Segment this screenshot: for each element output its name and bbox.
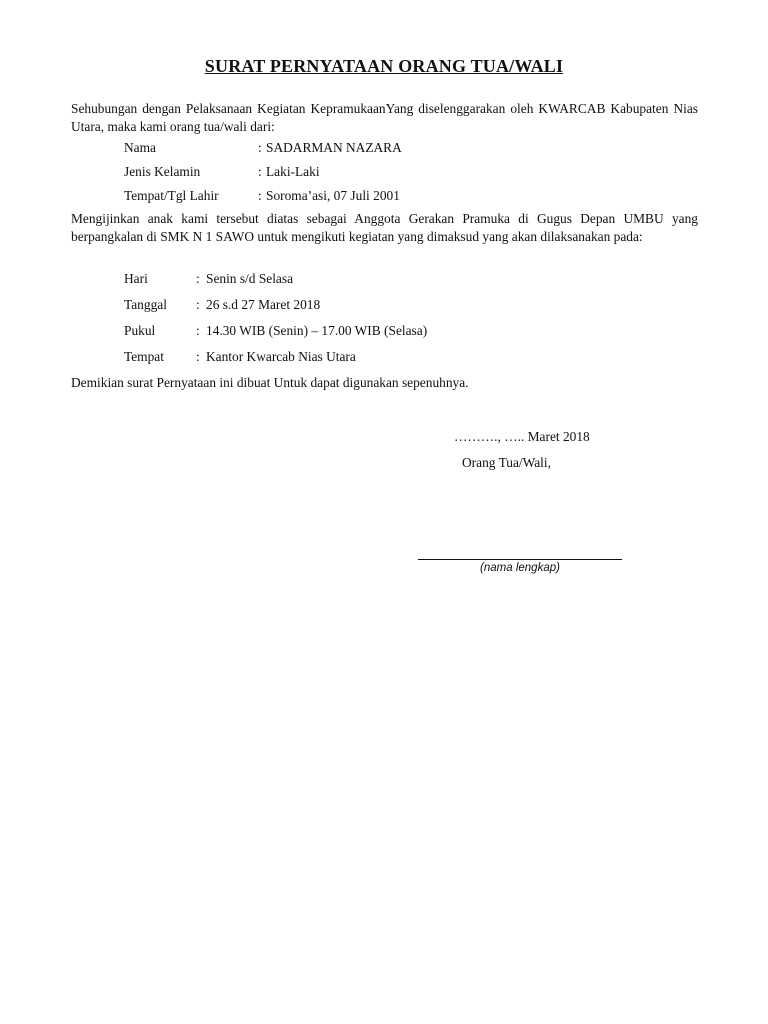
identity-value: Soroma’asi, 07 Juli 2001 (266, 188, 400, 203)
schedule-label: Hari (124, 271, 148, 286)
identity-label: Nama (124, 140, 156, 155)
identity-value: SADARMAN NAZARA (266, 140, 402, 155)
intro-paragraph: Sehubungan dengan Pelaksanaan Kegiatan KepramukaanYang diselenggarakan oleh KWARCAB Kabupaten Nias Utara, maka kami orang tua/wali dari: (71, 101, 698, 134)
identity-separator: : (258, 140, 262, 155)
document-title: SURAT PERNYATAAN ORANG TUA/WALI (204, 56, 564, 76)
identity-separator: : (258, 164, 262, 179)
closing-paragraph: Demikian surat Pernyataan ini dibuat Untuk dapat digunakan sepenuhnya. (71, 375, 469, 390)
signature-date: ………., ….. Maret 2018 (454, 429, 590, 444)
identity-value: Laki-Laki (266, 164, 320, 179)
schedule-separator: : (196, 297, 200, 312)
identity-label: Tempat/Tgl Lahir (124, 188, 219, 203)
schedule-value: 14.30 WIB (Senin) – 17.00 WIB (Selasa) (206, 323, 428, 338)
schedule-separator: : (196, 323, 200, 338)
identity-separator: : (258, 188, 262, 203)
schedule-label: Tempat (124, 349, 164, 364)
schedule-value: 26 s.d 27 Maret 2018 (206, 297, 321, 312)
signature-line (418, 559, 622, 560)
schedule-label: Pukul (124, 323, 156, 338)
schedule-separator: : (196, 349, 200, 364)
signature-name-placeholder: (nama lengkap) (480, 562, 560, 574)
signature-role: Orang Tua/Wali, (462, 455, 551, 470)
schedule-separator: : (196, 271, 200, 286)
schedule-value: Senin s/d Selasa (206, 271, 294, 286)
permission-paragraph: Mengijinkan anak kami tersebut diatas sebagai Anggota Gerakan Pramuka di Gugus Depan UMBU yang berpangkalan di SMK N 1 SAWO untuk mengikuti kegiatan yang dimaksud yang akan dilaksanakan pada: (71, 211, 698, 244)
schedule-label: Tanggal (124, 297, 167, 312)
schedule-value: Kantor Kwarcab Nias Utara (206, 349, 356, 364)
identity-label: Jenis Kelamin (124, 164, 201, 179)
